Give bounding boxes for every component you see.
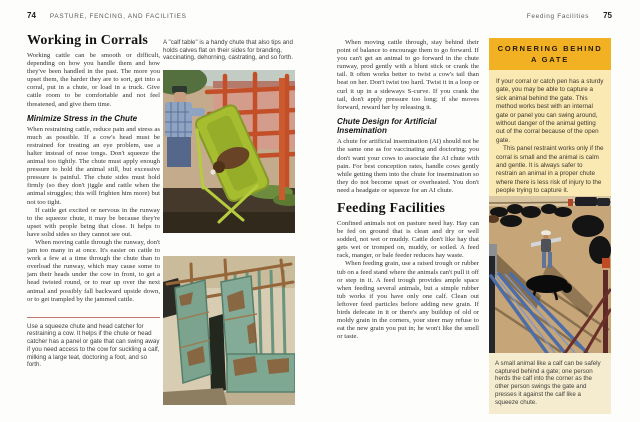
squeeze-chute-caption: Use a squeeze chute and head catcher for restraining a cow. It helps if the chute or head catcher has a panel or gate that can swing away if you need access to the cow for suckling a calf, milking a large teat, doctoring a foot, and so forth. bbox=[27, 322, 160, 369]
squeeze-chute-photo-illustration bbox=[163, 256, 295, 405]
gate-corral-photo-illustration bbox=[489, 196, 611, 353]
body-paragraph: If cattle get excited or nervous in the runway to the squeeze chute, it may be because they're upset with people being that close. It helps to have solid sides so they cannot see out. bbox=[27, 206, 160, 238]
caption-divider bbox=[27, 317, 160, 318]
body-paragraph: Confined animals not on pasture need hay. Hay can be fed on ground that is clean and dry or well sodded, not wet or muddy. Cattle don't like hay that gets wet or tromped on, muddy, or soiled. A feed rack, manger, or bale feeder reduces hay waste. bbox=[337, 220, 479, 260]
gate-photo-caption: A small animal like a calf can be safely captured behind a gate; one person herds the calf into the corner as the other person swings the gate and presses it against the calf like a squeeze chute. bbox=[489, 353, 611, 414]
sidebar-paragraph: If your corral or catch pen has a sturdy gate, you may be able to capture a sick animal behind the gate. This method works best with an internal gate or panel you can swing around, without danger of the animal getting out of the corral because of the open gate. bbox=[496, 78, 604, 144]
cornering-sidebar-box bbox=[489, 38, 611, 205]
running-title-left: PASTURE, FENCING, AND FACILITIES bbox=[49, 13, 187, 20]
sidebar-body bbox=[489, 70, 611, 205]
page-number-left: 74 bbox=[27, 11, 36, 20]
right-column bbox=[337, 39, 479, 409]
body-paragraph: When feeding grain, use a raised trough or rubber tub on a feed stand where the animals can't pull it off or step in it. A feed trough provides ample space when feeding several animals, but a simple rubber tub works if you have only one calf. Clean out leftover feed particles before adding new grain. If birds defecate in it or there's any buildup of old or moldy grain in the corners, your steer may refuse to eat the new grain you put in; he won't like the smell or taste. bbox=[337, 260, 479, 341]
sidebar-paragraph: This panel restraint works only if the corral is small and the animal is calm and gentle. It is always safer to restrain an animal in a proper chute where there is less risk of injury to the people trying to capture it. bbox=[496, 145, 604, 195]
body-paragraph: When restraining cattle, reduce pain and stress as much as possible. If a cow's head must be restrained for treating an eye problem, use a halter instead of nose tongs. Don't squeeze the animal too tightly. The chute must apply enough pressure to hold the animal still, but excessive pressure is painful. The chute sides must hold firmly (so they don't jiggle and rattle when the animal struggles; this will frighten him more) but not too tight. bbox=[27, 125, 160, 206]
feeding-facilities-heading: Feeding Facilities bbox=[337, 201, 446, 216]
body-paragraph: When moving cattle through the runway, don't jam too many in at once. It's easier on cattle to work a few at a time through the chute than to overload the runway, which may cause some to jam their heads under the cow in front, to get a head twisted round, or to rear up over the next animal and possibly fall backward upside down, or to get trampled by the jammed cattle. bbox=[27, 238, 160, 303]
right-page-running-head bbox=[527, 11, 612, 20]
page-number-right: 75 bbox=[603, 11, 612, 20]
sidebar-title: CORNERING BEHIND A GATE bbox=[489, 38, 611, 70]
calf-table-photo-illustration bbox=[163, 70, 295, 233]
working-in-corrals-heading: Working in Corrals bbox=[27, 33, 149, 48]
squeeze-chute-photo bbox=[163, 256, 295, 405]
calf-table-caption: A "calf table" is a handy chute that also tips and holds calves flat on their sides for branding, vaccinating, dehorning, castrating, and so forth. bbox=[163, 39, 294, 62]
chute-design-subhead: Chute Design for Artificial Insemination bbox=[337, 116, 437, 136]
left-column bbox=[27, 33, 160, 408]
minimize-stress-subhead: Minimize Stress in the Chute bbox=[27, 113, 138, 123]
left-page-running-head bbox=[27, 11, 187, 20]
calf-table-photo bbox=[163, 70, 295, 233]
intro-paragraph: Working cattle can be smooth or difficult, depending on how you handle them and how they've been handled in the past. The more you upset them, the harder they are to sort, get into a corral, put in a chute, or load in a truck. Give cattle room to be comfortable and not feel threatened, and give them time. bbox=[27, 52, 160, 108]
body-paragraph: When moving cattle through, stay behind their point of balance to encourage them to go forward. If you can't get an animal to go forward in the chute runway, prod gently with a blunt stick or crank the tail. It often works better to twist a cow's tail than beat on her. Don't twist too hard. Twist it in a loop or curl it up in a sideways S-curve. If you crank the tail, don't apply pressure too long; if she moves forward, reward her by releasing it. bbox=[337, 39, 479, 111]
body-paragraph: A chute for artificial insemination (AI) should not be the same one as for vaccinating and doctoring; you don't want your cows to associate the AI chute with pain. For best conception rates, handle cows gently while getting them into the chute for insemination so they do not become upset or overheated. You don't need a headgate or squeeze for an AI chute. bbox=[337, 138, 479, 194]
gate-corral-photo bbox=[489, 196, 611, 353]
running-title-right: Feeding Facilities bbox=[526, 13, 590, 20]
